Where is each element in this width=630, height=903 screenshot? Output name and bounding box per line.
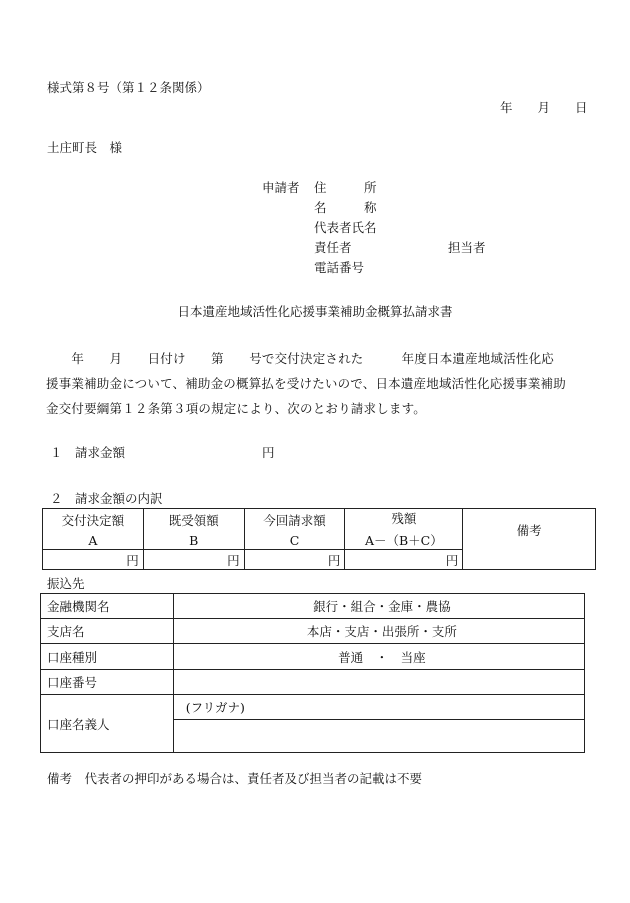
phone-label: 電話番号 xyxy=(314,260,365,275)
amount-balance-cell[interactable]: 円 xyxy=(345,550,463,570)
body-text xyxy=(46,346,602,421)
bank-table xyxy=(40,593,585,753)
account-holder-field[interactable] xyxy=(173,720,584,753)
request-amount-label: １ 請求金額 xyxy=(50,445,126,460)
body-line-3: 金交付要綱第１２条第３項の規定により、次のとおり請求します。 xyxy=(46,401,427,416)
applicant-label: 申請者 xyxy=(262,180,300,195)
amount-a-cell[interactable]: 円 xyxy=(43,550,144,570)
request-amount-unit: 円 xyxy=(262,445,275,460)
date-line: 年 月 日 xyxy=(500,100,588,115)
account-type-options[interactable]: 普通 ・ 当座 xyxy=(173,644,584,670)
body-line-2: 援事業補助金について、補助金の概算払を受けたいので、日本遺産地域活性化応援事業補助 xyxy=(46,376,566,391)
contact-person-label: 担当者 xyxy=(448,240,486,255)
furigana-field[interactable]: (フリガナ) xyxy=(173,695,584,720)
account-number-field[interactable] xyxy=(173,670,584,695)
breakdown-header-balance: 残額 A－（B＋C） xyxy=(345,509,463,550)
footnote: 備考 代表者の押印がある場合は、責任者及び担当者の記載は不要 xyxy=(47,771,423,786)
transfer-heading: 振込先 xyxy=(47,576,85,591)
branch-label: 支店名 xyxy=(41,619,174,644)
account-holder-label: 口座名義人 xyxy=(41,695,174,753)
addressee: 土庄町長 様 xyxy=(47,140,123,155)
responsible-label: 責任者 xyxy=(314,240,352,255)
branch-options[interactable]: 本店・支店・出張所・支所 xyxy=(173,619,584,644)
amount-c-cell[interactable]: 円 xyxy=(244,550,345,570)
breakdown-header-a: 交付決定額 A xyxy=(43,509,144,550)
body-line-1: 年 月 日付け 第 号で交付決定された 年度日本遺産地域活性化応 xyxy=(46,351,555,366)
applicant-address-label: 住 所 xyxy=(314,180,377,195)
breakdown-header-b: 既受領額 B xyxy=(143,509,244,550)
bank-name-options[interactable]: 銀行・組合・金庫・農協 xyxy=(173,594,584,619)
representative-label: 代表者氏名 xyxy=(314,220,377,235)
bank-name-label: 金融機関名 xyxy=(41,594,174,619)
breakdown-header-c: 今回請求額 C xyxy=(244,509,345,550)
breakdown-table xyxy=(42,508,596,570)
breakdown-heading: ２ 請求金額の内訳 xyxy=(50,491,163,506)
account-number-label: 口座番号 xyxy=(41,670,174,695)
form-number: 様式第８号（第１２条関係） xyxy=(47,80,210,95)
applicant-name-label: 名 称 xyxy=(314,200,377,215)
breakdown-header-remarks: 備考 xyxy=(463,509,596,570)
account-type-label: 口座種別 xyxy=(41,644,174,670)
amount-b-cell[interactable]: 円 xyxy=(143,550,244,570)
document-title: 日本遺産地域活性化応援事業補助金概算払請求書 xyxy=(177,304,453,319)
